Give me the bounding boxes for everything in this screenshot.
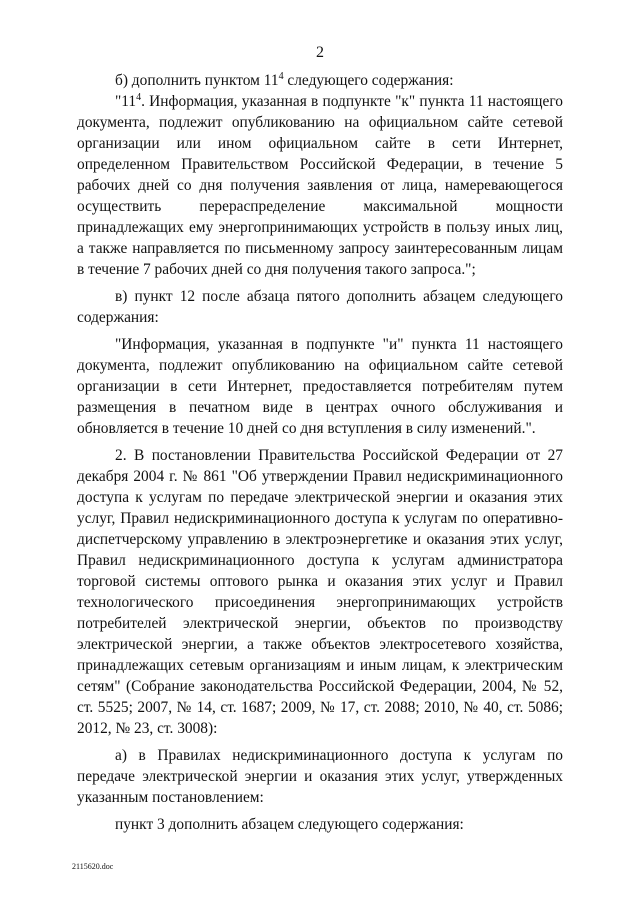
footer-filename: 2115620.doc — [72, 862, 114, 871]
paragraph-text: б) дополнить пунктом 11 — [115, 72, 279, 89]
paragraph-quote-11-4 — [77, 91, 563, 280]
document-body — [77, 70, 563, 835]
paragraph-text: следующего содержания: — [283, 72, 454, 89]
superscript: 4 — [278, 71, 284, 82]
paragraph-a: а) в Правилах недискриминационного доступа к услугам по передаче электрической энергии и оказания этих услуг, утвержденных указанным постановлением: — [77, 747, 563, 806]
paragraph-quote-info: "Информация, указанная в подпункте "и" пункта 11 настоящего документа, подлежит опубликованию на официальном сайте сетевой организации в сети Интернет, предоставляется потребителям путем размещения в печатном виде в центрах очного обслуживания и обновляется в течение 10 дней со дня вступления в силу изменений.". — [77, 336, 563, 437]
paragraph-v: в) пункт 12 после абзаца пятого дополнить абзацем следующего содержания: — [77, 288, 563, 326]
paragraph-point-3: пункт 3 дополнить абзацем следующего содержания: — [115, 816, 464, 833]
page-number: 2 — [316, 44, 324, 61]
paragraph-b — [77, 70, 563, 91]
paragraph-text: "11 — [115, 93, 137, 110]
superscript: 4 — [136, 92, 142, 103]
paragraph-2: 2. В постановлении Правительства Российской Федерации от 27 декабря 2004 г. № 861 "Об утверждении Правил недискриминационного доступа к услугам по передаче электрической энергии и оказания этих услуг, Правил недискриминационного доступа к услугам по оперативно-диспетчерскому управлению в электроэнергетике и оказания этих услуг, Правил недискриминационного доступа к услугам администратора торговой системы оптового рынка и оказания этих услуг и Правил технологического присоединения энергопринимающих устройств потребителей электрической энергии, объектов по производству электрической энергии, а также объектов электросетевого хозяйства, принадлежащих сетевым организациям и иным лицам, к электрическим сетям" (Собрание законодательства Российской Федерации, 2004, № 52, ст. 5525; 2007, № 14, ст. 1687; 2009, № 17, ст. 2088; 2010, № 40, ст. 5086; 2012, № 23, ст. 3008): — [77, 447, 563, 737]
paragraph-text: . Информация, указанная в подпункте "к" пункта 11 настоящего документа, подлежит опубликованию на официальном сайте сетевой организации или ином официальном сайте в сети Интернет, определенном Правительством Российской Федерации, в течение 5 рабочих дней со дня получения заявления от лица, намеревающегося осуществить перераспределение максимальной мощности принадлежащих ему энергопринимающих устройств в пользу иных лиц, а также направляется по письменному запросу заинтересованным лицам в течение 7 рабочих дней со дня получения такого запроса."; — [77, 93, 563, 278]
